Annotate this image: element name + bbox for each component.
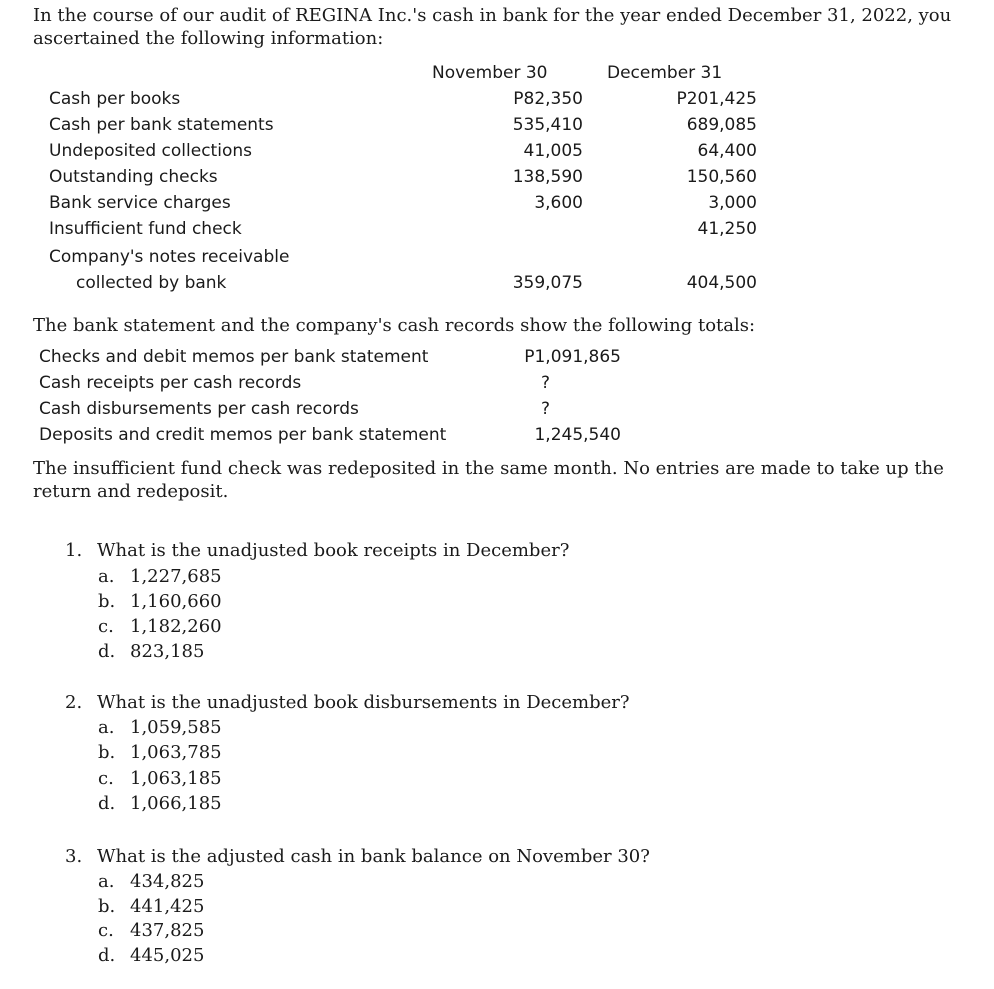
answer-option-d[interactable] xyxy=(98,944,204,967)
question-number: 1. xyxy=(65,540,83,561)
option-letter: d. xyxy=(98,945,116,966)
option-letter: a. xyxy=(98,717,115,738)
option-text: 1,182,260 xyxy=(130,616,222,637)
option-letter: c. xyxy=(98,616,114,637)
column-header-november: November 30 xyxy=(432,63,548,83)
table-row xyxy=(0,112,994,138)
totals-label: Deposits and credit memos per bank statement xyxy=(39,425,447,445)
answer-option-a[interactable] xyxy=(98,870,204,893)
nov-value: 41,005 xyxy=(523,141,583,161)
answer-option-a[interactable] xyxy=(98,565,222,588)
dec-value: P201,425 xyxy=(676,89,757,109)
totals-row xyxy=(0,422,994,448)
table-row xyxy=(0,138,994,164)
nov-value: 138,590 xyxy=(512,167,583,187)
nov-value: 3,600 xyxy=(534,193,583,213)
answer-option-b[interactable] xyxy=(98,741,222,764)
option-letter: b. xyxy=(98,591,116,612)
option-letter: b. xyxy=(98,742,116,763)
option-text: 1,227,685 xyxy=(130,566,222,587)
row-label: Company's notes receivable xyxy=(49,247,290,267)
option-letter: b. xyxy=(98,896,116,917)
row-label: Outstanding checks xyxy=(49,167,218,187)
option-text: 1,059,585 xyxy=(130,717,222,738)
answer-option-d[interactable] xyxy=(98,640,204,663)
answer-option-c[interactable] xyxy=(98,615,222,638)
option-text: 1,160,660 xyxy=(130,591,222,612)
row-label: Bank service charges xyxy=(49,193,231,213)
dec-value: 689,085 xyxy=(686,115,757,135)
totals-row xyxy=(0,344,994,370)
totals-label: Cash receipts per cash records xyxy=(39,373,302,393)
totals-value: P1,091,865 xyxy=(524,347,621,367)
totals-value: 1,245,540 xyxy=(534,425,621,445)
dec-value: 3,000 xyxy=(708,193,757,213)
answer-option-b[interactable] xyxy=(98,590,222,613)
option-text: 434,825 xyxy=(130,871,205,892)
option-letter: c. xyxy=(98,768,114,789)
table-row xyxy=(0,86,994,112)
answer-option-b[interactable] xyxy=(98,895,204,918)
totals-label: Cash disbursements per cash records xyxy=(39,399,359,419)
option-letter: d. xyxy=(98,641,116,662)
nov-value: 359,075 xyxy=(512,273,583,293)
totals-intro: The bank statement and the company's cash records show the following totals: xyxy=(33,315,756,336)
totals-row xyxy=(0,370,994,396)
nov-value: 535,410 xyxy=(512,115,583,135)
option-letter: a. xyxy=(98,871,115,892)
answer-option-d[interactable] xyxy=(98,792,222,815)
question-text: What is the unadjusted book disbursements in December? xyxy=(97,692,630,713)
table-row xyxy=(0,270,994,296)
option-text: 823,185 xyxy=(130,641,205,662)
table-row xyxy=(0,216,994,242)
row-label: Insufficient fund check xyxy=(49,219,242,239)
totals-row xyxy=(0,396,994,422)
option-text: 441,425 xyxy=(130,896,205,917)
note-paragraph: The insufficient fund check was redeposited in the same month. No entries are made to take up the return and redeposit. xyxy=(33,458,944,502)
table-row xyxy=(0,190,994,216)
option-text: 437,825 xyxy=(130,920,205,941)
totals-value: ? xyxy=(540,373,550,393)
option-text: 1,063,185 xyxy=(130,768,222,789)
row-label: collected by bank xyxy=(76,273,227,293)
table-row xyxy=(0,164,994,190)
answer-option-c[interactable] xyxy=(98,919,204,942)
dec-value: 64,400 xyxy=(697,141,757,161)
intro-paragraph: In the course of our audit of REGINA Inc.'s cash in bank for the year ended December 31, 2022, you ascertained the following information: xyxy=(33,5,952,49)
question-text: What is the unadjusted book receipts in December? xyxy=(97,540,570,561)
question-text: What is the adjusted cash in bank balance on November 30? xyxy=(97,846,650,867)
column-header-december: December 31 xyxy=(607,63,723,83)
totals-label: Checks and debit memos per bank statement xyxy=(39,347,429,367)
table-row xyxy=(0,244,994,270)
option-text: 1,066,185 xyxy=(130,793,222,814)
answer-option-c[interactable] xyxy=(98,767,222,790)
option-text: 445,025 xyxy=(130,945,205,966)
dec-value: 404,500 xyxy=(686,273,757,293)
row-label: Undeposited collections xyxy=(49,141,252,161)
question-number: 3. xyxy=(65,846,83,867)
answer-option-a[interactable] xyxy=(98,716,222,739)
totals-value: ? xyxy=(540,399,550,419)
row-label: Cash per bank statements xyxy=(49,115,274,135)
option-letter: a. xyxy=(98,566,115,587)
question-number: 2. xyxy=(65,692,83,713)
dec-value: 41,250 xyxy=(697,219,757,239)
nov-value: P82,350 xyxy=(513,89,583,109)
row-label: Cash per books xyxy=(49,89,181,109)
option-letter: d. xyxy=(98,793,116,814)
option-text: 1,063,785 xyxy=(130,742,222,763)
option-letter: c. xyxy=(98,920,114,941)
dec-value: 150,560 xyxy=(686,167,757,187)
